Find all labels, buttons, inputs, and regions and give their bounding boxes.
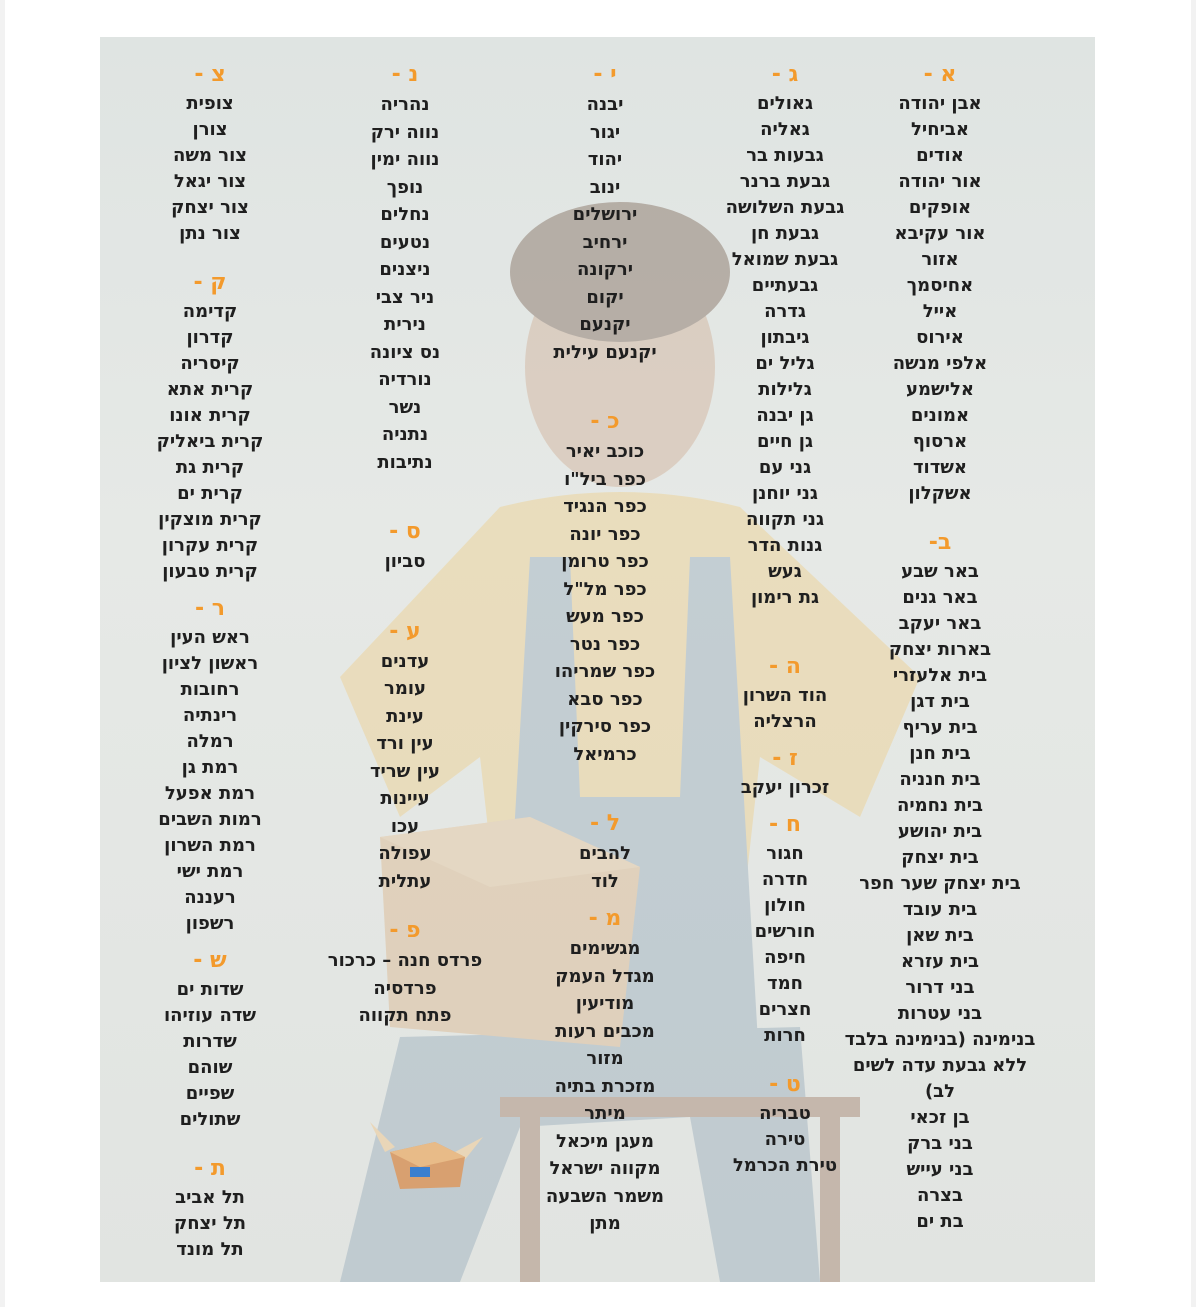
city-name: אלפי מנשה [892,353,988,374]
city-name: גלילות [758,379,812,400]
city-name: רחובות [180,679,240,700]
letter-heading: ג - [771,62,799,87]
city-name: צור משה [172,145,248,166]
city-name: כפר סבא [567,688,643,710]
city-name: קדרון [186,327,234,348]
city-name: גליל ים [755,353,815,374]
letter-group [840,59,1040,507]
city-name: כפר מעש [566,606,644,627]
group-spacer [520,895,690,903]
city-name: חורשים [754,921,816,942]
city-name: מגדל העמק [555,965,655,987]
city-name: רעננה [184,887,236,908]
letter-heading: ת - [194,1156,226,1181]
letter-heading: ל - [589,811,621,836]
city-name: בת ים [916,1211,964,1232]
city-name: אלישמע [906,379,974,400]
city-name: אזור [921,249,959,270]
city-name: צור נתן [179,223,241,244]
city-name: גני תקווה [745,509,825,530]
city-name: אחיסמך [906,275,974,296]
city-name: בית חנן [909,743,971,764]
city-name: חיפה [764,947,806,968]
city-name: אור עקיבא [894,223,986,244]
column-1 [840,59,1040,1235]
city-name: באר גנים [902,587,978,608]
city-name: אופקים [908,197,972,218]
city-name: מודיעין [575,993,635,1014]
group-spacer [125,585,295,593]
letter-group [520,59,690,366]
city-name: חדרה [761,869,809,890]
city-name: עכו [390,815,420,837]
city-name: בן זכאי [910,1107,970,1128]
city-name: בני עייש [906,1159,974,1180]
group-spacer [700,735,870,743]
city-name: צור יגאל [173,171,247,192]
city-name: יקנעם עילית [553,341,657,363]
city-name: בית יצחק [901,847,979,868]
city-name: גבעת ברנר [739,171,831,192]
city-name: קדימה [182,301,238,322]
group-spacer [700,1049,870,1069]
city-name: אירוס [916,327,964,348]
city-name: גבעת שמואל [731,249,839,270]
city-name: יבנה [586,94,624,115]
city-name: כפר ביל"ו [564,468,646,490]
letter-heading: כ - [590,409,620,434]
city-name: קרית טבעון [162,561,258,582]
city-name: ניצנים [379,259,431,280]
letter-group [700,743,870,801]
city-name: חמד [767,973,803,994]
letter-group [125,1153,295,1263]
city-name: קרית ביאליק [156,431,264,452]
letter-group [315,516,495,576]
group-spacer [315,476,495,516]
city-name: טבריה [759,1103,811,1124]
city-name: רמות השבים [158,809,262,830]
group-spacer [125,247,295,267]
group-spacer [840,507,1040,527]
letter-heading: י - [593,62,617,87]
city-name: צופית [186,93,234,114]
letter-heading: ש - [193,948,227,973]
city-name: עפולה [378,843,432,864]
city-name: תל מונד [176,1239,244,1260]
city-name: עין ורד [376,733,434,754]
city-name: ראשון לציון [161,653,259,674]
letter-heading: ס - [389,519,421,544]
city-name: רמת השרון [164,835,256,856]
city-name: יקנעם [579,314,631,335]
letter-group [700,59,870,611]
city-name: מגשימים [569,938,641,959]
city-name: עתלית [378,870,432,892]
letter-heading: ק - [193,270,227,295]
city-name: אור יהודה [898,171,982,192]
city-name: אייל [922,301,958,322]
letter-group [700,1069,870,1179]
city-name: שפיים [185,1083,235,1104]
city-name: רמלה [186,731,234,752]
letter-group [700,651,870,735]
group-spacer [700,801,870,809]
group-spacer [125,1133,295,1153]
city-name: נירית [384,314,426,335]
city-name: קרית גת [175,457,245,478]
city-name: פתח תקווה [358,1005,452,1026]
letter-heading: ע - [389,618,421,644]
city-name: בית עריף [902,717,978,738]
letter-group [125,59,295,247]
city-name: בני עטרות [897,1003,983,1024]
city-name: כפר שמריהו [554,661,656,682]
group-spacer [520,366,690,406]
city-name: בית יהושע [897,821,983,842]
city-name: תל אביב [175,1187,245,1208]
city-name: אביחיל [911,119,969,140]
city-name: מזור [586,1048,624,1069]
city-name: נתניה [381,424,429,445]
city-name: חגור [766,843,804,864]
city-name: כפר יונה [569,523,641,545]
city-name: בארות יצחק [888,639,992,660]
city-name: נס ציונה [369,341,441,363]
city-name: הוד השרון [742,685,828,706]
city-name: גיבתון [760,327,810,348]
city-name: טירת הכרמל [732,1155,838,1176]
city-name: כוכב יאיר [565,441,645,462]
city-name: שתולים [179,1109,241,1130]
letter-heading: ה - [769,654,801,679]
city-name: שדה עוזיהו [163,1005,257,1026]
letter-group [520,808,690,895]
letter-heading: צ - [194,62,226,87]
group-spacer [520,768,690,808]
city-name: רמת אפעל [164,783,256,804]
city-name: סביון [384,551,426,572]
city-name: כפר טרומן [561,551,649,572]
city-name: להבים [578,843,632,864]
city-name: גבעת חן [750,223,820,244]
letter-heading: ר - [194,596,226,621]
city-name: עינת [386,705,424,727]
city-name: גנות הדר [747,535,823,556]
letter-heading: ח - [769,812,801,837]
letter-heading: א - [923,62,957,87]
city-name: ללא גבעת עדה לשים [852,1055,1028,1076]
letter-group [520,903,690,1238]
column-5 [125,59,295,1263]
city-name: געש [768,561,802,582]
city-name: רשפון [185,913,235,934]
letter-group [125,593,295,937]
city-name: נהריה [380,94,430,115]
city-name: גן חיים [757,431,813,452]
group-spacer [125,937,295,945]
letter-group [125,267,295,585]
city-name: רמת גן [181,757,239,778]
city-name: באר שבע [901,561,979,582]
city-name: בנימינה (בנימינה בלבד [844,1029,1036,1050]
city-name: נופך [386,176,424,198]
city-name: צור יצחק [171,197,249,218]
city-name: גת רימון [750,587,820,608]
city-name: תל יצחק [173,1213,247,1234]
city-name: מזכרת בתיה [554,1075,656,1097]
city-name: חרות [764,1025,806,1046]
city-name: אמונים [910,405,970,426]
city-name: גבעתיים [751,275,819,296]
city-name: גבעות בר [746,145,824,166]
winged-box-logo [365,1117,485,1197]
city-name: שדרות [183,1031,237,1052]
city-name: עדנים [380,650,430,672]
city-name: קרית ים [177,483,243,504]
city-name: כפר סירקין [558,716,652,737]
city-name: לב) [924,1081,956,1102]
city-name: בית חנניה [899,769,981,790]
column-4 [315,59,495,1030]
city-name: קרית מוצקין [158,509,262,530]
city-name: בית שאן [906,925,974,946]
city-name: בית דגן [910,691,970,712]
letter-group [315,915,495,1030]
group-spacer [315,895,495,915]
city-name: ירחיב [582,231,628,253]
group-spacer [700,611,870,651]
city-name: יהוד [587,149,623,170]
city-name: גבעת השלושה [725,197,845,218]
city-name: נורדיה [378,369,432,390]
city-name: כפר הנגיד [563,496,647,517]
city-name: אשקלון [908,483,972,504]
city-name: בני ברק [907,1133,973,1154]
letter-group [840,527,1040,1235]
city-name: מתן [589,1213,621,1234]
city-name: עין שריד [369,760,441,782]
city-name: נתיבות [377,451,433,473]
city-name: מעגן מיכאל [555,1130,654,1152]
city-name: מיתר [584,1103,626,1124]
city-name: יגור [589,121,621,143]
city-name: בית אלעזרי [892,665,988,686]
city-name: נווה ימין [370,149,440,170]
letter-group [700,809,870,1049]
city-name: אשדוד [912,457,968,478]
city-name: באר יעקב [898,613,982,634]
city-name: בני דרור [905,977,975,998]
city-name: בית עובד [902,899,978,920]
letter-heading: ט - [769,1072,801,1097]
city-name: ראש העין [170,627,250,648]
city-name: גן יבנה [756,405,814,426]
letter-heading: מ - [588,906,622,931]
city-name: מכבים רעות [555,1020,655,1042]
letter-group [315,616,495,896]
letter-heading: ב- [928,530,952,555]
city-name: שוהם [187,1057,233,1078]
city-name: גאליה [760,119,810,140]
city-name: אודים [916,145,964,166]
city-name: טירה [764,1129,806,1150]
city-name: ניר צבי [375,286,435,308]
city-name: נחלים [380,204,430,225]
letter-heading: נ - [391,62,419,87]
column-2 [700,59,870,1179]
letter-group [315,59,495,476]
city-name: בית עזרא [901,951,979,972]
city-name: אבן יהודה [898,93,982,114]
group-spacer [315,576,495,616]
city-name: פרדס חנה – כרכור [327,950,483,971]
city-name: נשר [388,396,422,418]
city-name: גני עם [758,457,812,478]
city-name: בית יצחק שער חפר [859,873,1021,894]
city-name: משמר השבעה [545,1185,665,1207]
city-name: שדות ים [176,979,244,1000]
city-name: נווה ירק [370,121,440,143]
letter-heading: פ - [389,918,421,943]
letter-group [125,945,295,1133]
city-name: בית נחמיה [896,795,984,816]
letter-heading: ז - [772,746,798,771]
city-name: ירקונה [576,259,634,280]
city-name: רינתיה [182,705,238,726]
city-name: גאולים [756,93,814,114]
city-name: כפר מל"ל [563,578,647,600]
city-name: לוד [591,870,619,892]
city-name: בצרה [917,1185,963,1206]
city-name: עומר [383,678,427,699]
city-name: גני יוחנן [752,483,818,504]
city-name: קרית עקרון [161,535,259,556]
city-name: צורן [192,119,228,140]
column-3 [520,59,690,1238]
city-name: גדרה [764,301,806,322]
city-name: עיינות [380,788,430,809]
city-name: קרית אונו [169,405,251,426]
city-name: ארסוף [912,431,968,452]
city-list-poster [100,37,1095,1282]
city-name: כרמיאל [573,743,637,765]
city-name: מקווה ישראל [549,1158,661,1179]
city-name: חולון [764,895,806,916]
city-name: ינוב [589,176,621,198]
city-name: קיסריה [180,353,240,374]
city-name: נטעים [379,231,431,253]
city-name: פרדסיה [373,977,437,999]
city-name: רמת ישי [176,861,244,882]
city-name: כפר נטר [569,633,641,655]
city-name: קרית אתא [166,379,254,400]
city-name: יקום [586,286,624,308]
city-name: זכרון יעקב [740,777,830,798]
letter-group [520,406,690,768]
city-name: הרצליה [753,711,817,732]
city-name: חצרים [758,999,812,1020]
city-name: ירושלים [572,204,638,225]
